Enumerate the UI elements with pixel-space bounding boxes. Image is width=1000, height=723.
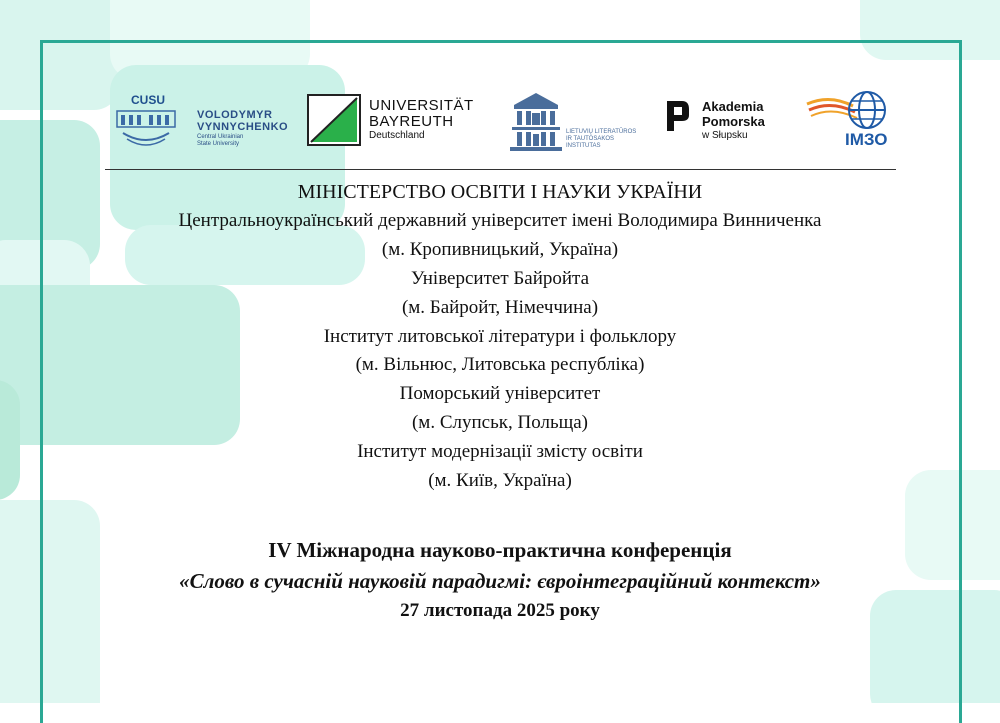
organizer-line: (м. Київ, Україна) — [428, 470, 572, 492]
conference-theme: «Слово в сучасній науковій парадигмі: євроінтеграційний контекст» — [179, 569, 821, 593]
bayreuth-logo — [307, 94, 487, 149]
cusu-name-line1: VOLODYMYR — [197, 109, 273, 121]
organizer-line: Центральноукраїнський державний університет імені Володимира Винниченка — [178, 209, 822, 231]
lithuanian-building-icon — [508, 89, 564, 153]
imzo-logo — [805, 90, 895, 152]
organizer-line: (м. Кропивницький, Україна) — [381, 238, 619, 260]
cusu-name-line2: VYNNYCHENKO — [197, 121, 289, 133]
imzo-globe-icon — [805, 90, 895, 134]
organizers-block — [60, 178, 940, 496]
pomorska-emblem-icon — [662, 97, 692, 135]
ministry-heading: МІНІСТЕРСТВО ОСВІТИ І НАУКИ УКРАЇНИ — [297, 181, 703, 203]
bayreuth-line1: UNIVERSITÄT — [369, 97, 474, 114]
partner-logos — [100, 85, 900, 165]
bayreuth-line2: BAYREUTH — [369, 113, 454, 130]
cusu-sub-line2: State University — [197, 141, 240, 147]
bayreuth-line3: Deutschland — [369, 130, 425, 141]
pomorska-logo — [662, 97, 802, 147]
pomorska-line3: w Słupsku — [702, 130, 748, 141]
conference-title: IV Міжнародна науково-практична конференція — [268, 538, 732, 562]
lithuanian-line3: INSTITUTAS — [566, 143, 601, 149]
cusu-sub-line1: Central Ukrainian — [197, 134, 244, 140]
bayreuth-emblem-icon — [307, 94, 362, 146]
pomorska-line1: Akademia — [702, 99, 764, 114]
cusu-abbr: CUSU — [131, 93, 166, 107]
imzo-abbr: ІМЗО — [845, 130, 888, 149]
organizer-line: Університет Байройта — [410, 267, 590, 289]
lithuanian-line2: IR TAUTOSAKOS — [566, 136, 615, 142]
organizer-line: (м. Слупськ, Польща) — [411, 412, 588, 434]
lithuanian-institute-logo — [508, 89, 658, 155]
organizer-line: (м. Байройт, Німеччина) — [401, 296, 599, 318]
organizer-line: (м. Вільнюс, Литовська республіка) — [355, 354, 645, 376]
organizer-line: Інститут модернізації змісту освіти — [357, 441, 643, 463]
cusu-logo — [105, 93, 305, 153]
lithuanian-line1: LIETUVIŲ LITERATŪROS — [566, 129, 637, 135]
organizer-line: Поморський університет — [399, 383, 601, 405]
conference-date: 27 листопада 2025 року — [400, 600, 600, 621]
header-divider — [105, 169, 896, 170]
bg-square — [0, 380, 20, 500]
organizer-line: Інститут литовської літератури і фольклору — [323, 325, 677, 347]
conference-block — [60, 534, 940, 626]
pomorska-line2: Pomorska — [702, 114, 765, 129]
